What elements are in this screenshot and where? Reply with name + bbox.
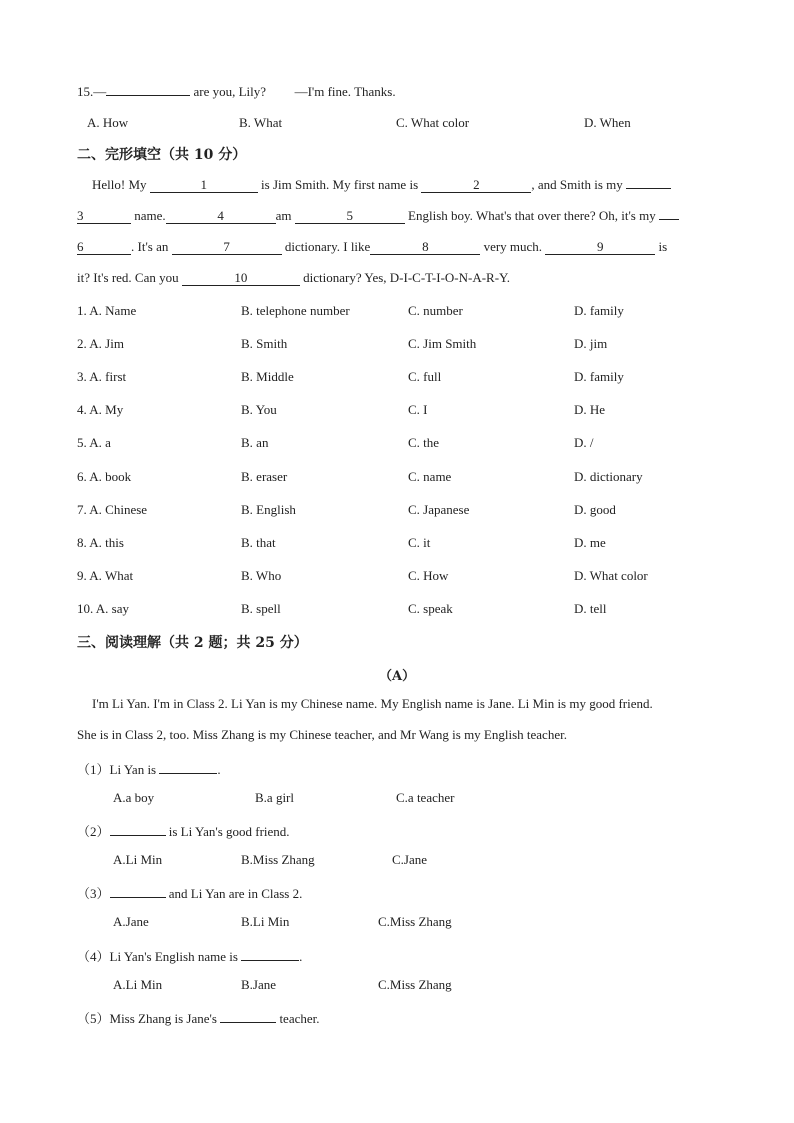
cloze-text: is: [658, 239, 668, 254]
question-label: （4）: [77, 949, 110, 964]
cloze-line-3: [77, 239, 667, 255]
q3-option-b: B.Li Min: [241, 914, 290, 929]
q4-option-c: C.Miss Zhang: [378, 977, 452, 992]
option-a-label: 9. A.: [77, 568, 102, 583]
q2-option-a: A.Li Min: [113, 852, 163, 867]
cloze-text: dictionary? Yes, D-I-C-T-I-O-N-A-R-Y.: [303, 270, 511, 285]
reading-q4: [77, 946, 302, 965]
option-c: C. name: [408, 469, 452, 484]
q3-option-a: A.Jane: [113, 914, 149, 929]
option-a-label: 3. A.: [77, 369, 102, 384]
option-b: B. You: [241, 402, 277, 417]
reading-q2: [77, 821, 290, 840]
option-c: C. speak: [408, 601, 453, 616]
answer-blank[interactable]: [159, 773, 217, 774]
cloze-line-4: [77, 270, 510, 286]
option-a: My: [105, 402, 124, 417]
question-text: is Li Yan's good friend.: [165, 824, 290, 839]
cloze-text: it? It's red. Can you: [77, 270, 182, 285]
option-a: Jim: [105, 336, 124, 351]
cloze-q8: [77, 535, 124, 551]
q15-option-b: B. What: [239, 115, 283, 130]
option-c: C. number: [408, 303, 463, 318]
cloze-q1: [77, 303, 136, 319]
reading-q5: [77, 1008, 320, 1027]
cloze-text: is Jim Smith. My first name is: [261, 177, 422, 192]
option-b: B. an: [241, 435, 269, 450]
option-d: D. What color: [574, 568, 648, 583]
option-a: Name: [105, 303, 137, 318]
option-b: B. Smith: [241, 336, 288, 351]
option-d: D. tell: [574, 601, 607, 616]
option-b: B. that: [241, 535, 276, 550]
option-a: say: [111, 601, 130, 616]
cloze-q7: [77, 502, 147, 518]
blank-6-start[interactable]: [659, 219, 679, 220]
cloze-q2: [77, 336, 124, 352]
option-a-label: 5. A.: [77, 435, 102, 450]
option-c: C. full: [408, 369, 442, 384]
question-text: .: [217, 762, 221, 777]
option-b: B. English: [241, 502, 296, 517]
blank-9[interactable]: 9: [545, 240, 655, 255]
cloze-q10: [77, 601, 129, 617]
question-number: 15.—: [77, 84, 107, 99]
question-label: （5）: [77, 1011, 110, 1026]
option-b: B. spell: [241, 601, 281, 616]
cloze-text: . It's an: [131, 239, 172, 254]
passage-a-subtitle: （A）: [379, 669, 416, 684]
q15-option-c: C. What color: [396, 115, 470, 130]
question-text: Li Yan is: [109, 762, 160, 777]
option-d: D. family: [574, 369, 624, 384]
q1-option-b: B.a girl: [255, 790, 294, 805]
option-c: C. it: [408, 535, 431, 550]
option-a-label: 7. A.: [77, 502, 102, 517]
cloze-text: dictionary. I like: [284, 239, 371, 254]
blank-10[interactable]: 10: [182, 271, 300, 286]
option-b: B. Middle: [241, 369, 294, 384]
cloze-q3: [77, 369, 126, 385]
cloze-text: Hello! My: [92, 177, 150, 192]
option-b: B. telephone number: [241, 303, 350, 318]
q15-option-a: A. How: [87, 115, 129, 130]
section-2-title: 二、完形填空（共 10 分）: [77, 147, 247, 163]
q1-option-a: A.a boy: [113, 790, 155, 805]
option-d: D. He: [574, 402, 606, 417]
question-text: teacher.: [276, 1011, 320, 1026]
section-3-title: 三、阅读理解（共 2 题；共 25 分）: [77, 635, 308, 651]
reading-passage-line-1: I'm Li Yan. I'm in Class 2. Li Yan is my Chinese name. My English name is Jane. Li Min is my good friend.: [92, 696, 653, 711]
option-b: B. eraser: [241, 469, 288, 484]
option-a-label: 6. A.: [77, 469, 102, 484]
answer-blank[interactable]: [110, 835, 166, 836]
blank-3[interactable]: 3: [77, 209, 131, 224]
answer-blank[interactable]: [241, 960, 299, 961]
cloze-q5: [77, 435, 111, 451]
question-label: （1）: [77, 762, 110, 777]
option-a: What: [104, 568, 134, 583]
question-text: .: [299, 949, 303, 964]
blank-7[interactable]: 7: [172, 240, 282, 255]
option-a: a: [105, 435, 111, 450]
q4-option-a: A.Li Min: [113, 977, 163, 992]
q1-option-c: C.a teacher: [396, 790, 455, 805]
blank-5[interactable]: 5: [295, 209, 405, 224]
option-a: this: [105, 535, 124, 550]
question-text: and Li Yan are in Class 2.: [165, 886, 303, 901]
question-text: Li Yan's English name is: [109, 949, 242, 964]
option-a: first: [105, 369, 127, 384]
question-label: （3）: [77, 886, 110, 901]
option-d: D. good: [574, 502, 616, 517]
option-d: D. dictionary: [574, 469, 643, 484]
option-a: Chinese: [105, 502, 148, 517]
question-label: （2）: [77, 824, 110, 839]
q15-option-d: D. When: [584, 115, 631, 130]
option-a-label: 10. A.: [77, 601, 109, 616]
q2-option-c: C.Jane: [392, 852, 428, 867]
option-d: D. family: [574, 303, 624, 318]
option-a-label: 1. A.: [77, 303, 102, 318]
cloze-text: am: [275, 208, 295, 223]
option-a-label: 2. A.: [77, 336, 102, 351]
cloze-text: name.: [134, 208, 166, 223]
cloze-text: English boy. What's that over there? Oh, it's my: [408, 208, 659, 223]
cloze-text: very much.: [483, 239, 546, 254]
blank-2[interactable]: 2: [421, 178, 531, 193]
option-b: B. Who: [241, 568, 282, 583]
question-text: Miss Zhang is Jane's: [109, 1011, 221, 1026]
option-c: C. Japanese: [408, 502, 470, 517]
option-d: D. me: [574, 535, 606, 550]
blank-4[interactable]: 4: [166, 209, 276, 224]
q2-option-b: B.Miss Zhang: [241, 852, 315, 867]
option-c: C. How: [408, 568, 449, 583]
cloze-text: , and Smith is my: [531, 177, 626, 192]
cloze-line-1: [92, 177, 671, 193]
cloze-q9: [77, 568, 133, 584]
question-text: are you, Lily?: [190, 84, 267, 99]
reading-q1: [77, 759, 221, 778]
option-c: C. Jim Smith: [408, 336, 477, 351]
option-d: D. jim: [574, 336, 608, 351]
blank-3-start[interactable]: [626, 188, 671, 189]
blank-1[interactable]: 1: [150, 178, 258, 193]
option-a-label: 8. A.: [77, 535, 102, 550]
q3-option-c: C.Miss Zhang: [378, 914, 452, 929]
option-d: D. /: [574, 435, 594, 450]
answer-blank[interactable]: [110, 897, 166, 898]
option-a-label: 4. A.: [77, 402, 102, 417]
reading-passage-line-2: She is in Class 2, too. Miss Zhang is my Chinese teacher, and Mr Wang is my English teacher.: [77, 727, 567, 742]
reading-q3: [77, 883, 302, 902]
question-15: [77, 84, 396, 100]
answer-text: —I'm fine. Thanks.: [294, 84, 396, 99]
option-c: C. the: [408, 435, 440, 450]
blank-6[interactable]: 6: [77, 240, 131, 255]
answer-blank[interactable]: [106, 95, 190, 96]
cloze-q4: [77, 402, 123, 418]
answer-blank[interactable]: [220, 1022, 276, 1023]
blank-8[interactable]: 8: [370, 240, 480, 255]
option-c: C. I: [408, 402, 428, 417]
q4-option-b: B.Jane: [241, 977, 277, 992]
cloze-line-2: [77, 208, 679, 224]
cloze-q6: [77, 469, 131, 485]
option-a: book: [105, 469, 132, 484]
